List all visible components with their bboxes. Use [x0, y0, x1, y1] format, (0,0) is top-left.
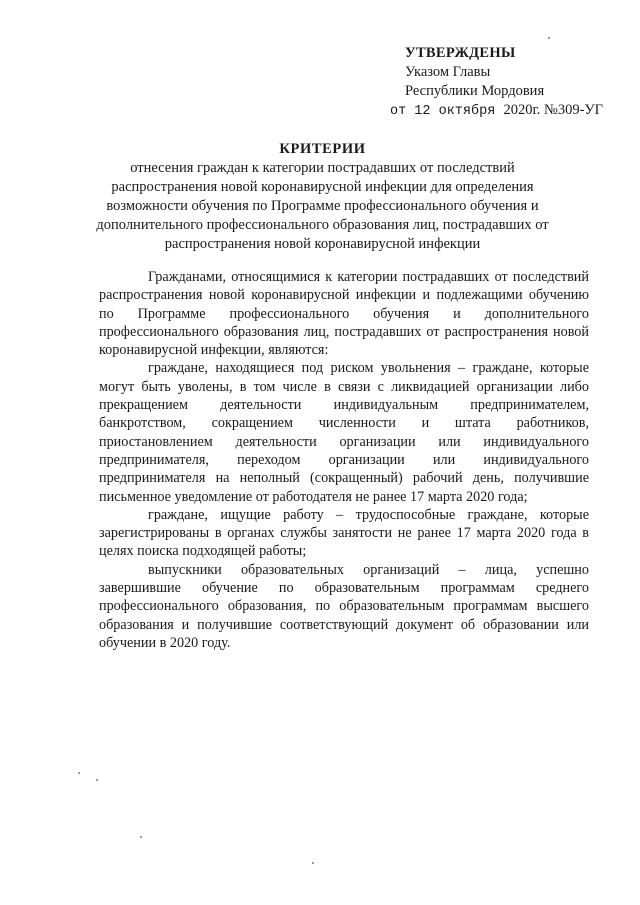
approval-line-2: Республики Мордовия — [405, 83, 545, 99]
paragraph-intro: Гражданами, относящимися к категории пострадавших от последствий распространения новой коронавирусной инфекции и подлежащими обучению по Программе профессионального обучения и дополнительного профессионального образования лиц, пострадавших от распространения новой коронавирусной инфекции, являются: — [99, 269, 589, 359]
approval-heading: УТВЕРЖДЕНЫ — [405, 45, 516, 61]
scan-speck — [140, 836, 142, 838]
approval-stamp — [390, 44, 635, 121]
title-subtitle: отнесения граждан к категории пострадавших от последствий распространения новой коронавирусной инфекции для определения возможности обучения по Программе профессионального обучения и дополнительного профессионального образования лиц, пострадавших от распространения новой коронавирусной инфекции — [96, 160, 549, 252]
approval-date — [390, 101, 620, 121]
scan-speck — [96, 779, 98, 781]
approval-date-prefix: от 12 октября — [390, 104, 496, 119]
approval-date-number: 2020г. №309-УГ — [503, 102, 604, 118]
document-body — [99, 268, 589, 652]
scan-speck — [78, 772, 80, 774]
document-title — [80, 140, 565, 254]
paragraph-risk-dismissal: граждане, находящиеся под риском увольнения – граждане, которые могут быть уволены, в том числе в связи с ликвидацией организации либо прекращением деятельности индивидуальным предпринимателем, банкротством, сокращением численности и штата работников, приостановлением деятельности организации или индивидуального предпринимателя, переходом организации или индивидуального предпринимателя на неполный (сокращенный) рабочий день, получившие письменное уведомление от работодателя не ранее 17 марта 2020 года; — [99, 360, 589, 505]
approval-line-1: Указом Главы — [405, 64, 491, 80]
paragraph-job-seekers: граждане, ищущие работу – трудоспособные граждане, которые зарегистрированы в органах службы занятости не ранее 17 марта 2020 года в целях поиска подходящей работы; — [99, 506, 589, 560]
scan-speck — [548, 37, 550, 39]
title-main: КРИТЕРИИ — [279, 141, 366, 157]
paragraph-graduates: выпускники образовательных организаций – лица, успешно завершившие обучение по образовательным программам среднего профессионального образования, по образовательным программам высшего образования и получившие соответствующий документ об образовании или обучении в 2020 году. — [99, 561, 589, 651]
scan-speck — [312, 862, 314, 864]
